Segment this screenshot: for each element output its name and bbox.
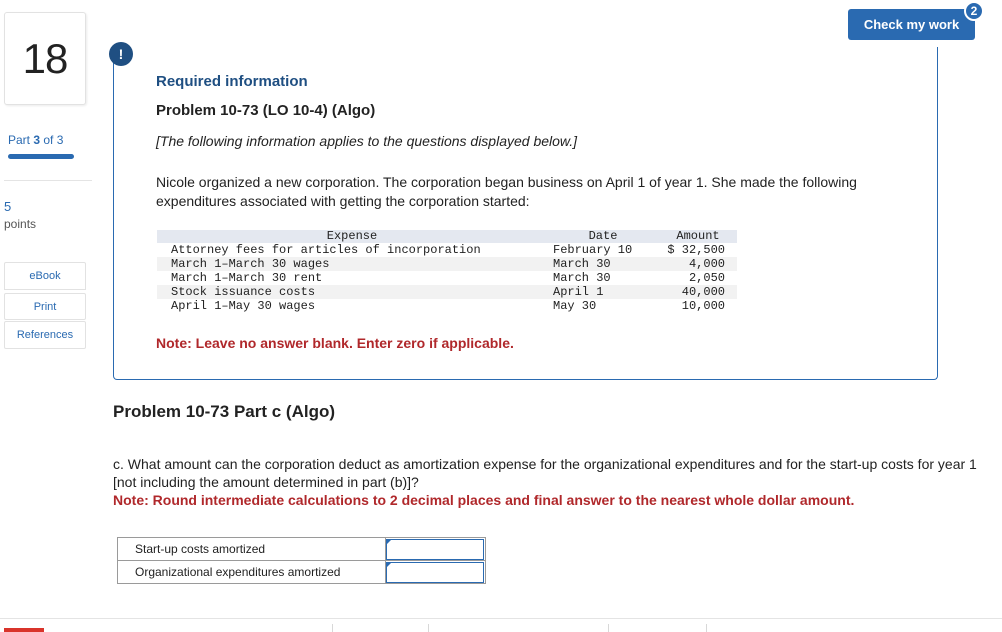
table-row [157,285,737,299]
question-number: 18 [22,34,68,82]
sidebar-divider [4,180,92,181]
expense-cell: Attorney fees for articles of incorporation [171,243,481,257]
table-header-row [157,230,737,243]
answer-table [117,537,486,584]
required-info-heading: Required information [156,73,308,90]
problem-intro: Nicole organized a new corporation. The corporation began business on April 1 of year 1. She made the following expenditures associated with getting the corporation started: [156,174,857,209]
header-date: Date [547,230,659,243]
print-button[interactable]: Print [4,293,86,320]
part-c-title: Problem 10-73 Part c (Algo) [113,402,336,421]
org-expenditures-input[interactable] [386,562,484,583]
rounding-note: Note: Round intermediate calculations to 2 decimal places and final answer to the nearest whole dollar amount. [113,492,855,508]
footer-tick [332,624,333,632]
alert-icon [109,42,133,66]
points-label: points [4,217,37,231]
blank-answer-note: Note: Leave no answer blank. Enter zero if applicable. [156,335,514,351]
org-expenditures-cell [386,561,486,584]
part-progress-bar [8,154,74,159]
amount-cell: 4,000 [659,257,737,271]
table-row [157,257,737,271]
check-attempts-badge: 2 [964,1,984,21]
input-marker-icon [387,562,392,567]
required-info-panel [113,47,938,380]
table-row [157,271,737,285]
check-my-work-button[interactable]: Check my work [848,9,975,40]
footer-divider [0,618,1002,619]
ebook-button[interactable]: eBook [4,262,86,290]
part-current: 3 [33,133,41,147]
header-expense: Expense [157,230,547,243]
expense-cell: Stock issuance costs [157,285,547,299]
expense-cell: March 1–March 30 rent [171,271,323,285]
applies-note: [The following information applies to the questions displayed below.] [156,133,578,149]
amount-cell: 10,000 [681,299,725,313]
problem-title: Problem 10-73 (LO 10-4) (Algo) [156,102,376,119]
date-cell: April 1 [547,285,659,299]
footer-tick [608,624,609,632]
date-cell: May 30 [553,299,597,313]
question-number-box [4,12,86,105]
startup-costs-input[interactable] [386,539,484,560]
input-marker-icon [387,539,392,544]
table-row [157,299,737,313]
startup-costs-cell [386,538,486,561]
org-expenditures-label: Organizational expenditures amortized [118,561,386,584]
part-prefix: Part [8,133,34,147]
expenditures-table [157,230,737,313]
date-cell: March 30 [553,271,611,285]
startup-costs-label: Start-up costs amortized [118,538,386,561]
points-value: 5 [4,199,12,214]
answer-row [118,538,486,561]
part-total: of 3 [40,133,64,147]
references-button[interactable]: References [4,321,86,349]
date-cell: February 10 [553,243,633,257]
expense-cell: March 1–March 30 wages [157,257,547,271]
footer-accent [4,628,44,632]
date-cell: March 30 [547,257,659,271]
part-c-question: c. What amount can the corporation deduct as amortization expense for the organizational expenditures and for the start-up costs for year 1 [not including the amount determined in part (b)]? [113,456,977,490]
amount-cell: 2,050 [688,271,725,285]
alert-glyph: ! [118,46,124,62]
expense-cell: April 1–May 30 wages [171,299,316,313]
footer-tick [706,624,707,632]
part-indicator [8,133,63,147]
table-row [157,243,737,257]
amount-cell: 40,000 [659,285,737,299]
header-amount: Amount [659,230,737,243]
footer-tick [428,624,429,632]
answer-row [118,561,486,584]
amount-cell: $ 32,500 [667,243,725,257]
